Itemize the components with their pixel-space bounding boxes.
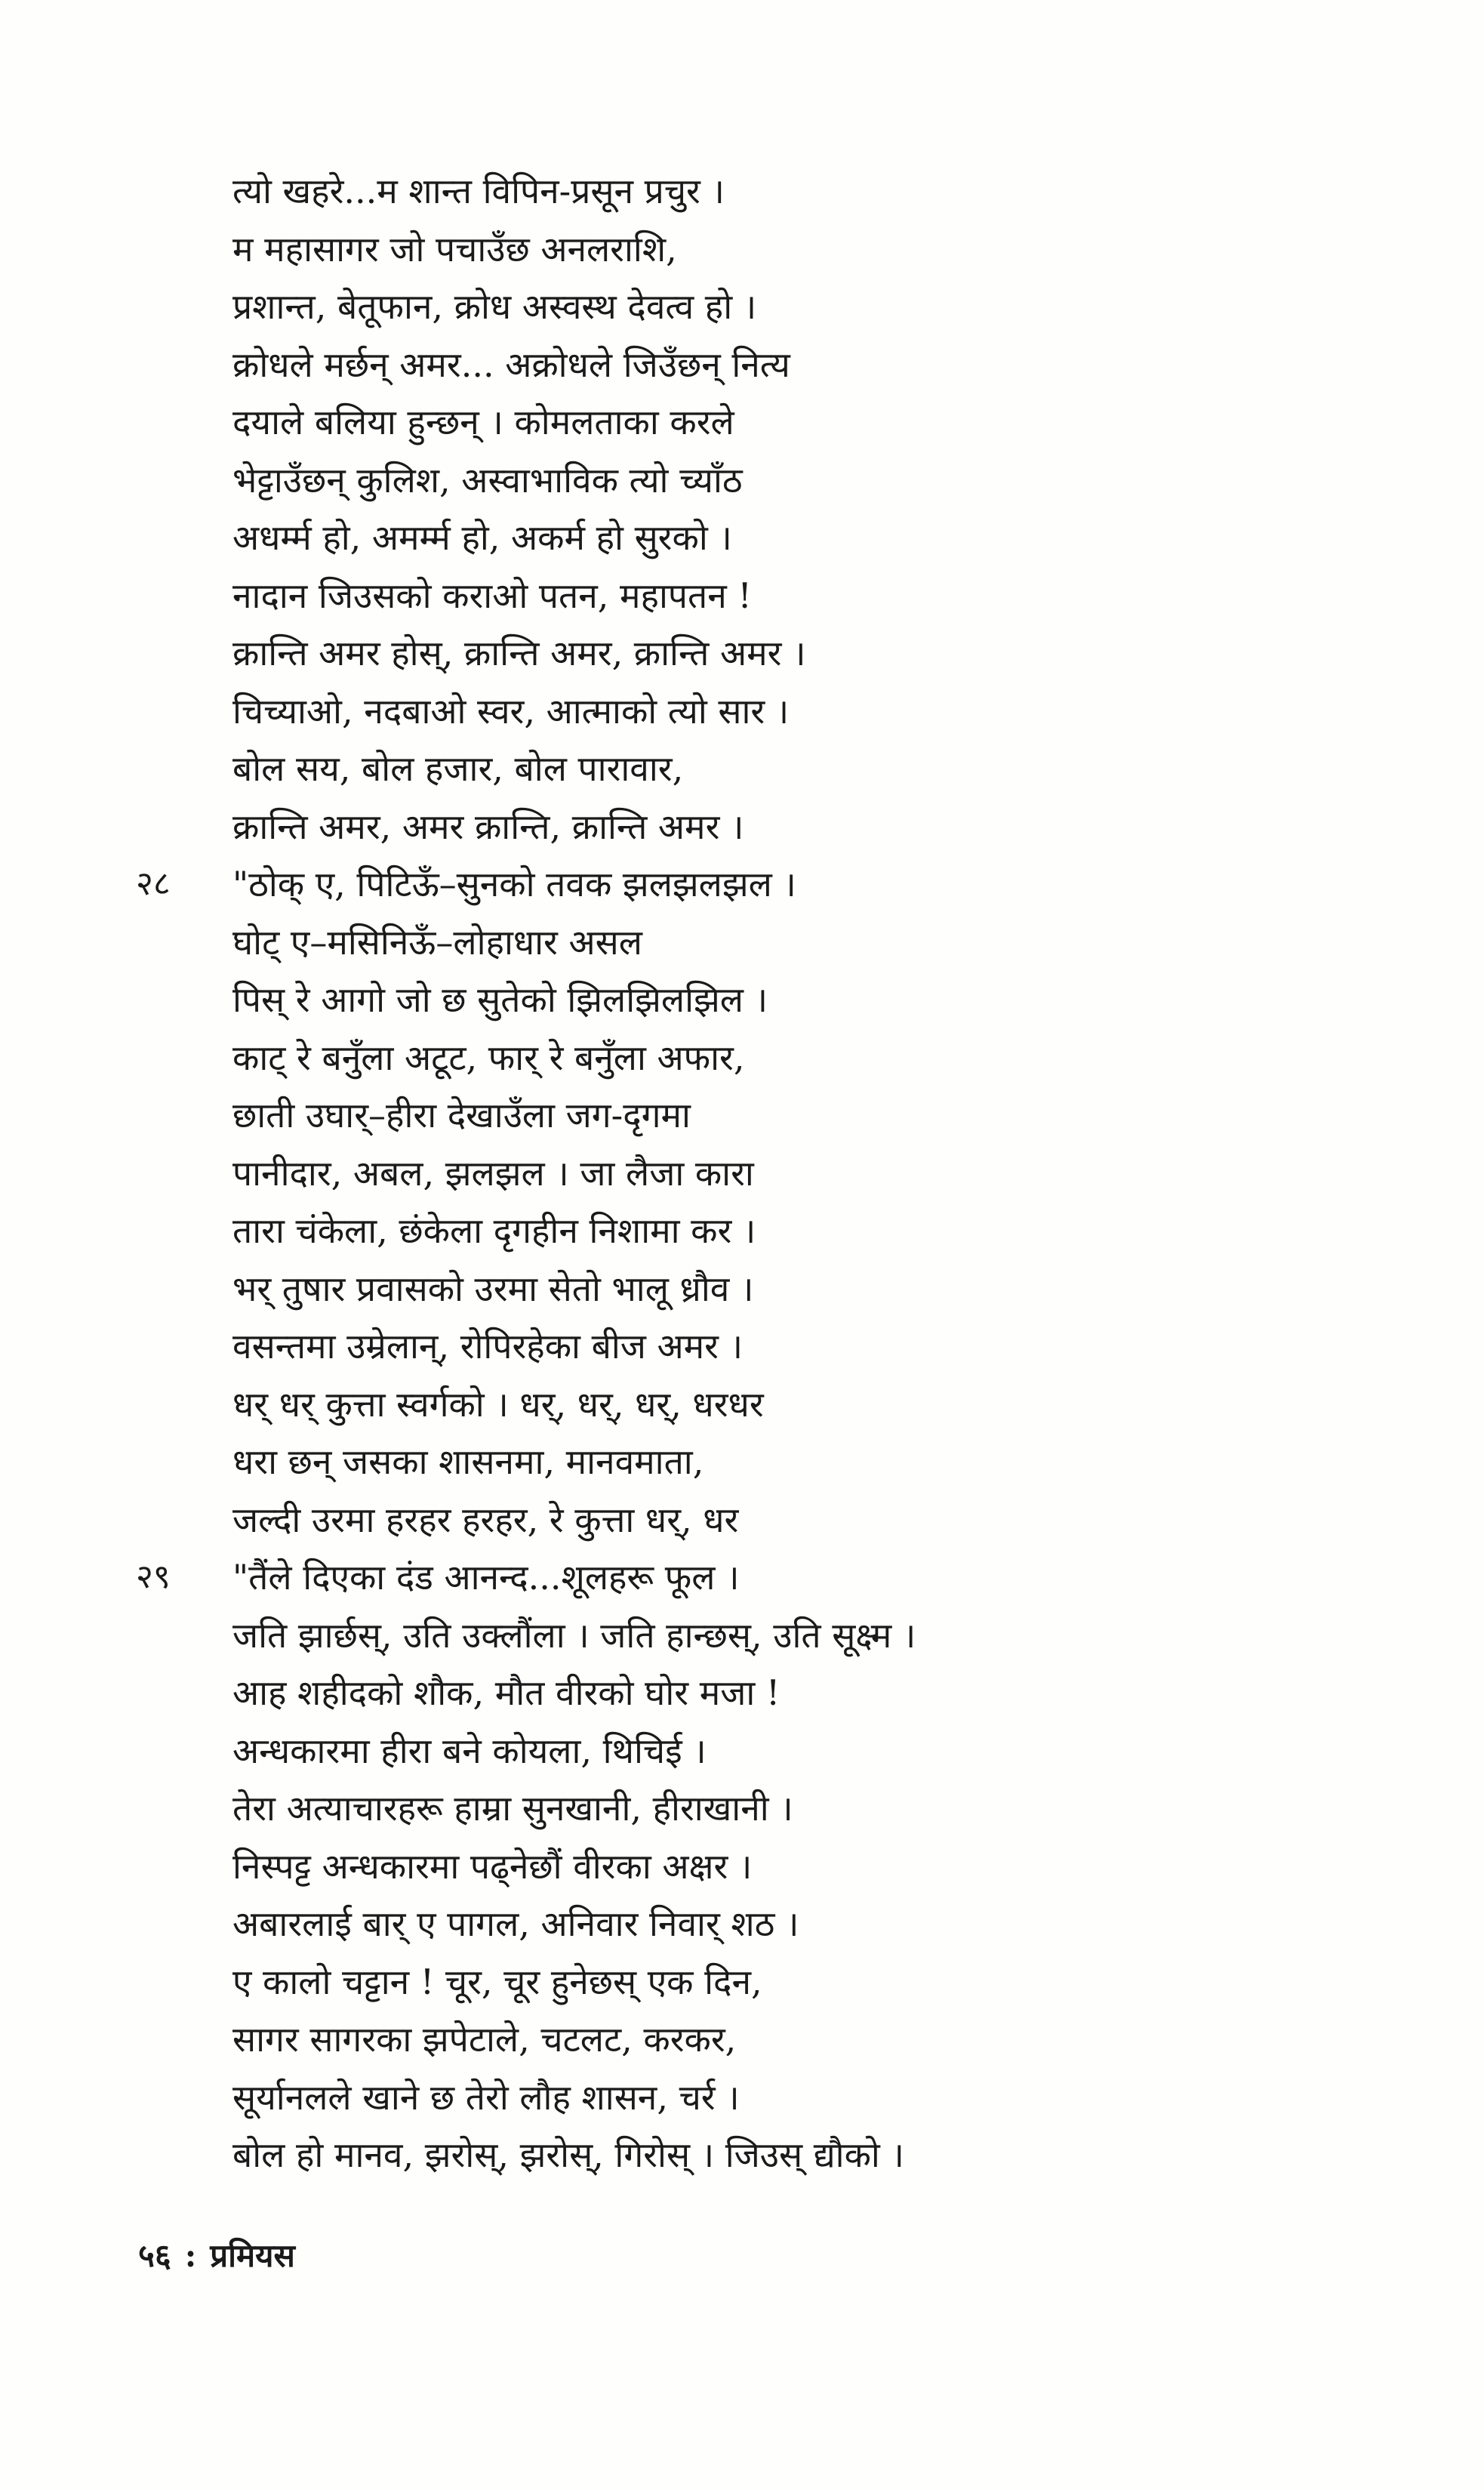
poem-line	[136, 1722, 1419, 1780]
poem-line-text: क्रान्ति अमर, अमर क्रान्ति, क्रान्ति अमर ।	[232, 806, 744, 847]
poem-line-text: ए कालो चट्टान ! चूर, चूर हुनेछस् एक दिन,	[232, 1961, 762, 2002]
poem-line	[136, 1491, 1419, 1549]
poem-line-text: धरा छन् जसका शासनमा, मानवमाता,	[232, 1441, 704, 1482]
poem-line	[136, 1029, 1419, 1087]
poem-line-text: चिच्याओ, नदबाओ स्वर, आत्माको त्यो सार ।	[232, 690, 790, 732]
poem-line-text: तारा चंकेला, छंकेला दृगहीन निशामा कर ।	[232, 1210, 756, 1251]
poem-line-text: आह शहीदको शौक, मौत वीरको घोर मजा !	[232, 1672, 780, 1713]
poem-line-text: पानीदार, अबल, झलझल । जा लैजा कारा	[232, 1152, 754, 1194]
poem-line	[136, 393, 1419, 451]
poem-line	[136, 451, 1419, 510]
poem-line-text: नादान जिउसको कराओ पतन, महापतन !	[232, 575, 752, 616]
poem-line-text: भेट्टाउँछन् कुलिश, अस्वाभाविक त्यो च्याँठ	[232, 459, 743, 501]
poem-line-text: घोट् ए–मसिनिऊँ–लोहाधार असल	[232, 921, 642, 963]
poem-line-text: म महासागर जो पचाउँछ अनलराशि,	[232, 228, 677, 270]
poem-line-text: सूर्यानलले खाने छ तेरो लौह शासन, चर्र ।	[232, 2076, 740, 2118]
poem-line-text: अधर्म्म हो, अमर्म्म हो, अकर्म हो सुरको ।	[232, 517, 732, 558]
poem-line-text: तेरा अत्याचारहरू हाम्रा सुनखानी, हीराखानी ।	[232, 1788, 793, 1829]
poem-line-text: क्रान्ति अमर होस्, क्रान्ति अमर, क्रान्ति अमर ।	[232, 633, 806, 673]
poem-line-text: सागर सागरका झपेटाले, चटलट, करकर,	[232, 2019, 737, 2060]
poem-line	[136, 336, 1419, 394]
poem-line	[136, 1145, 1419, 1203]
poem-line	[136, 971, 1419, 1029]
poem-line	[136, 278, 1419, 336]
poem-line	[136, 1895, 1419, 1953]
poem-line	[136, 914, 1419, 972]
poem-line	[136, 2011, 1419, 2069]
stanza-number: २८	[136, 864, 171, 903]
poem-line	[136, 1317, 1419, 1376]
page-footer	[138, 2233, 295, 2276]
poem-line-text: भर् तुषार प्रवासको उरमा सेतो भालू ध्रौव ।	[232, 1268, 754, 1309]
poem-line-text: "ठोक् ए, पिटिऊँ–सुनको तवक झलझलझल ।	[232, 864, 796, 904]
poem-line-text: बोल हो मानव, झरोस्, झरोस्, गिरोस् । जिउस् द्यौको ।	[232, 2134, 904, 2175]
poem-line	[136, 2126, 1419, 2184]
poem-line	[136, 509, 1419, 567]
poem-line	[136, 162, 1419, 220]
poem-line	[136, 683, 1419, 741]
poem-line-text: अन्धकारमा हीरा बने कोयला, थिचिई ।	[232, 1730, 707, 1771]
poem-line-text: वसन्तमा उम्रेलान्, रोपिरहेका बीज अमर ।	[232, 1326, 744, 1367]
stanza-number: २९	[136, 1558, 171, 1596]
poem-line	[136, 1549, 1419, 1607]
poem-line	[136, 1838, 1419, 1896]
poem-line-text: "तैंले दिएका दंड आनन्द...शूलहरू फूल ।	[232, 1557, 740, 1598]
poem-line	[136, 220, 1419, 279]
poem-line	[136, 1376, 1419, 1434]
poem-line	[136, 1607, 1419, 1665]
poem-line-text: जल्दी उरमा हरहर हरहर, रे कुत्ता धर्, धर	[232, 1499, 739, 1540]
poem-body	[136, 162, 1419, 2184]
book-title: प्रमियस	[210, 2237, 295, 2274]
poem-line	[136, 2069, 1419, 2127]
poem-line	[136, 1433, 1419, 1491]
poem-line	[136, 1086, 1419, 1145]
poem-line	[136, 1953, 1419, 2011]
poem-line-text: प्रशान्त, बेतूफान, क्रोध अस्वस्थ देवत्व हो ।	[232, 286, 757, 327]
poem-line-text: पिस् रे आगो जो छ सुतेको झिलझिलझिल ।	[232, 979, 768, 1020]
poem-line-text: अबारलाई बार् ए पागल, अनिवार निवार् शठ ।	[232, 1903, 799, 1944]
poem-line	[136, 798, 1419, 856]
poem-line	[136, 855, 1419, 914]
poem-line-text: क्रोधले मर्छन् अमर... अक्रोधले जिउँछन् नित्य	[232, 344, 790, 385]
poem-line	[136, 1780, 1419, 1838]
poem-line-text: जति झार्छस्, उति उक्लौंला । जति हान्छस्, उति सूक्ष्म ।	[232, 1614, 916, 1656]
poem-line	[136, 740, 1419, 798]
footer-separator: :	[184, 2237, 197, 2274]
poem-line-text: काट् रे बनुँला अटूट, फार् रे बनुँला अफार,	[232, 1037, 745, 1078]
poem-line-text: धर् धर् कुत्ता स्वर्गको । धर्, धर्, धर्, धरधर	[232, 1383, 764, 1425]
poem-line	[136, 567, 1419, 625]
poem-line	[136, 1202, 1419, 1260]
poem-line-text: निस्पट्ट अन्धकारमा पढ्नेछौं वीरका अक्षर ।	[232, 1845, 753, 1887]
poem-line-text: छाती उघार्–हीरा देखाउँला जग-दृगमा	[232, 1095, 691, 1136]
poem-line-text: दयाले बलिया हुन्छन् । कोमलताका करले	[232, 402, 734, 442]
poem-line	[136, 624, 1419, 683]
page-number: ५६	[138, 2237, 171, 2274]
poem-line	[136, 1260, 1419, 1318]
poem-line	[136, 1664, 1419, 1722]
poem-line-text: बोल सय, बोल हजार, बोल पारावार,	[232, 748, 684, 789]
poem-line-text: त्यो खहरे...म शान्त विपिन-प्रसून प्रचुर ।	[232, 171, 725, 211]
